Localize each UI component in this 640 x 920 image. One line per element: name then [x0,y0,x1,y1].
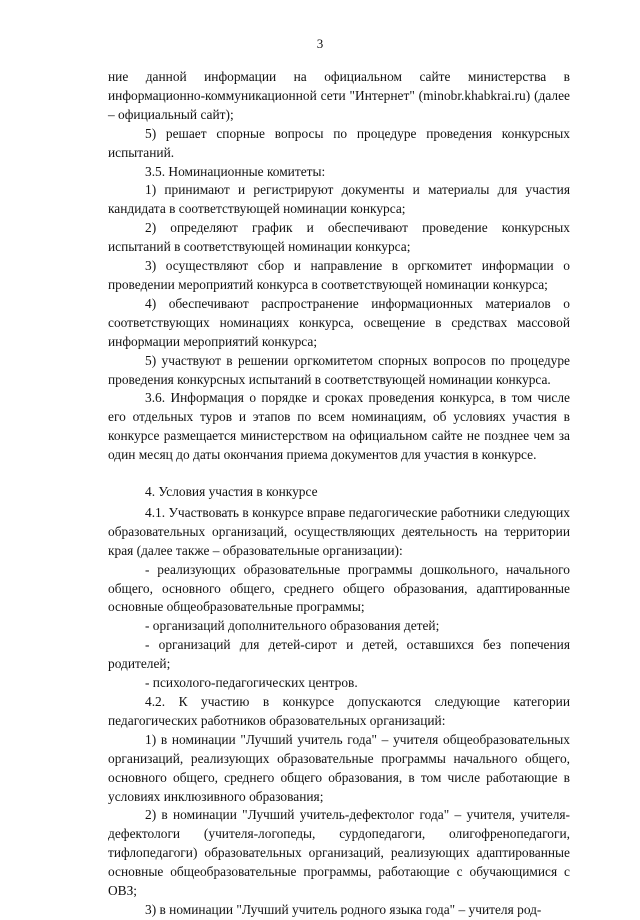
list-item-additional-education: - организаций дополнительного образования детей; [145,618,440,634]
paragraph-4-1: 4.1. Участвовать в конкурсе вправе педагогические работники следующих образовательных организаций, осуществляющих деятельность на территории края (далее также – образовательные организации): [108,504,570,558]
paragraph-3-6: 3.6. Информация о порядке и сроках проведения конкурса, в том числе его отдельных туров и этапов по всем номинациям, об условиях участия в конкурсе размещается министерством на официальном сайте не позднее чем за один месяц до даты окончания приема документов для участия в конкурсе. [108,390,570,463]
paragraph-3-5: 3.5. Номинационные комитеты: [145,163,326,179]
paragraph-item-3-5-2: 2) определяют график и обеспечивают проведение конкурсных испытаний в соответствующей номинации конкурса; [108,220,570,255]
document-body [108,68,570,920]
list-item-psychological-centers: - психолого-педагогических центров. [145,675,358,691]
paragraph-item-3-5-3: 3) осуществляют сбор и направление в оргкомитет информации о проведении мероприятий конкурса в соответствующей номинации конкурса; [108,258,570,292]
paragraph-item-4-2-3: 3) в номинации "Лучший учитель родного языка года" – учителя род- [145,901,542,917]
paragraph-item-4-2-1: 1) в номинации "Лучший учитель года" – учителя общеобразовательных организаций, реализующих образовательные программы начального общего, основного общего, среднего общего образования, в том числе работающие в условиях инклюзивного образования; [108,731,570,804]
paragraph-item-3-5-4: 4) обеспечивают распространение информационных материалов о соответствующих номинациях конкурса, освещение в средствах массовой информации мероприятий конкурса; [108,295,570,349]
paragraph-item-4-2-2: 2) в номинации "Лучший учитель-дефектолог года" – учителя, учителя-дефектологи (учителя-логопеды, сурдопедагоги, олигофренопедагоги, тифлопедагоги) образовательных организаций, реализующих адаптированные основные общеобразовательные программы, работающие с обучающимися с ОВЗ; [108,807,570,899]
paragraph-4-2: 4.2. К участию в конкурсе допускаются следующие категории педагогических работников образовательных организаций: [108,694,570,728]
page-number: 3 [316,36,324,51]
paragraph-item-3-4-5: 5) решает спорные вопросы по процедуре проведения конкурсных испытаний. [108,125,570,160]
list-item-general-education: - реализующих образовательные программы дошкольного, начального общего, основного общего, среднего общего образования, адаптированные основные общеобразовательные программы; [108,561,570,615]
paragraph-continuation: ние данной информации на официальном сайте министерства в информационно-коммуникационной сети "Интернет" (minobr.khabkrai.ru) (далее – официальный сайт); [108,69,570,122]
list-item-orphan-organizations: - организаций для детей-сирот и детей, оставшихся без попечения родителей; [108,637,570,672]
paragraph-item-3-5-5: 5) участвуют в решении оргкомитетом спорных вопросов по процедуре проведения конкурсных испытаний в соответствующей номинации конкурса. [108,352,570,387]
paragraph-item-3-5-1: 1) принимают и регистрируют документы и материалы для участия кандидата в соответствующей номинации конкурса; [108,182,570,217]
section-heading: 4. Условия участия в конкурсе [145,484,318,500]
